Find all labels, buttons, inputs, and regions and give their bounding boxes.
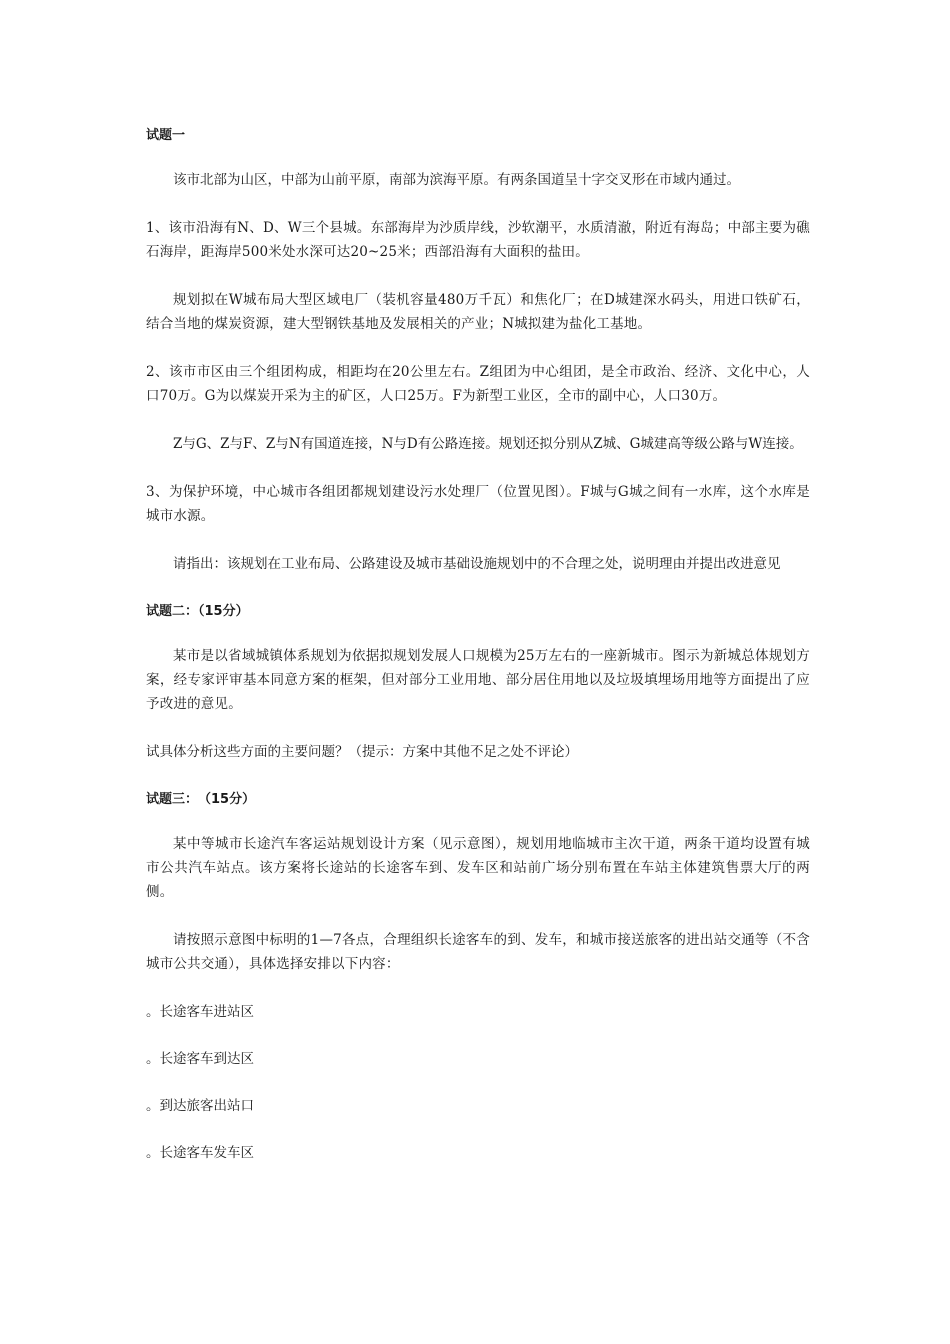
question-1-paragraph-6: 3、为保护环境，中心城市各组团都规划建设污水处理厂（位置见图）。F城与G城之间有一水库，这个水库是城市水源。 xyxy=(146,484,810,524)
list-item: 。长途客车进站区 xyxy=(146,1004,254,1020)
question-1-paragraph-2: 1、该市沿海有N、D、W三个县城。东部海岸为沙质岸线，沙软潮平，水质清澈，附近有海岛；中部主要为礁石海岸，距海岸500米处水深可达20~25米；西部沿海有大面积的盐田。 xyxy=(146,220,810,260)
list-item: 。长途客车到达区 xyxy=(146,1051,254,1067)
question-2-title: 试题二：（15分） xyxy=(146,604,249,619)
list-item: 。到达旅客出站口 xyxy=(146,1098,254,1114)
question-3-title: 试题三： （15分） xyxy=(146,792,256,807)
question-1-paragraph-7: 请指出：该规划在工业布局、公路建设及城市基础设施规划中的不合理之处，说明理由并提出改进意见 xyxy=(173,556,781,572)
question-1-title: 试题一 xyxy=(146,128,186,143)
question-1-paragraph-4: 2、该市市区由三个组团构成，相距均在20公里左右。Z组团为中心组团，是全市政治、经济、文化中心，人口70万。G为以煤炭开采为主的矿区，人口25万。F为新型工业区，全市的副中心，人口30万。 xyxy=(146,364,810,404)
question-1-paragraph-1: 该市北部为山区，中部为山前平原，南部为滨海平原。有两条国道呈十字交叉形在市域内通过。 xyxy=(173,172,740,188)
document-body xyxy=(146,124,810,1188)
question-1-paragraph-3: 规划拟在W城布局大型区域电厂（装机容量480万千瓦）和焦化厂；在D城建深水码头，用进口铁矿石，结合当地的煤炭资源，建大型钢铁基地及发展相关的产业；N城拟建为盐化工基地。 xyxy=(146,292,810,332)
question-1-paragraph-5: Z与G、Z与F、Z与N有国道连接，N与D有公路连接。规划还拟分别从Z城、G城建高等级公路与W连接。 xyxy=(173,436,803,452)
list-item: 。长途客车发车区 xyxy=(146,1145,254,1161)
question-2-paragraph-2: 试具体分析这些方面的主要问题？（提示：方案中其他不足之处不评论） xyxy=(146,744,578,760)
question-3-paragraph-2: 请按照示意图中标明的1—7各点，合理组织长途客车的到、发车，和城市接送旅客的进出站交通等（不含城市公共交通），具体选择安排以下内容： xyxy=(146,932,810,972)
question-3-paragraph-1: 某中等城市长途汽车客运站规划设计方案（见示意图），规划用地临城市主次干道，两条干道均设置有城市公共汽车站点。该方案将长途站的长途客车到、发车区和站前广场分别布置在车站主体建筑售票大厅的两侧。 xyxy=(146,836,810,900)
question-2-paragraph-1: 某市是以省域城镇体系规划为依据拟规划发展人口规模为25万左右的一座新城市。图示为新城总体规划方案，经专家评审基本同意方案的框架，但对部分工业用地、部分居住用地以及垃圾填埋场用地等方面提出了应予改进的意见。 xyxy=(146,648,810,712)
